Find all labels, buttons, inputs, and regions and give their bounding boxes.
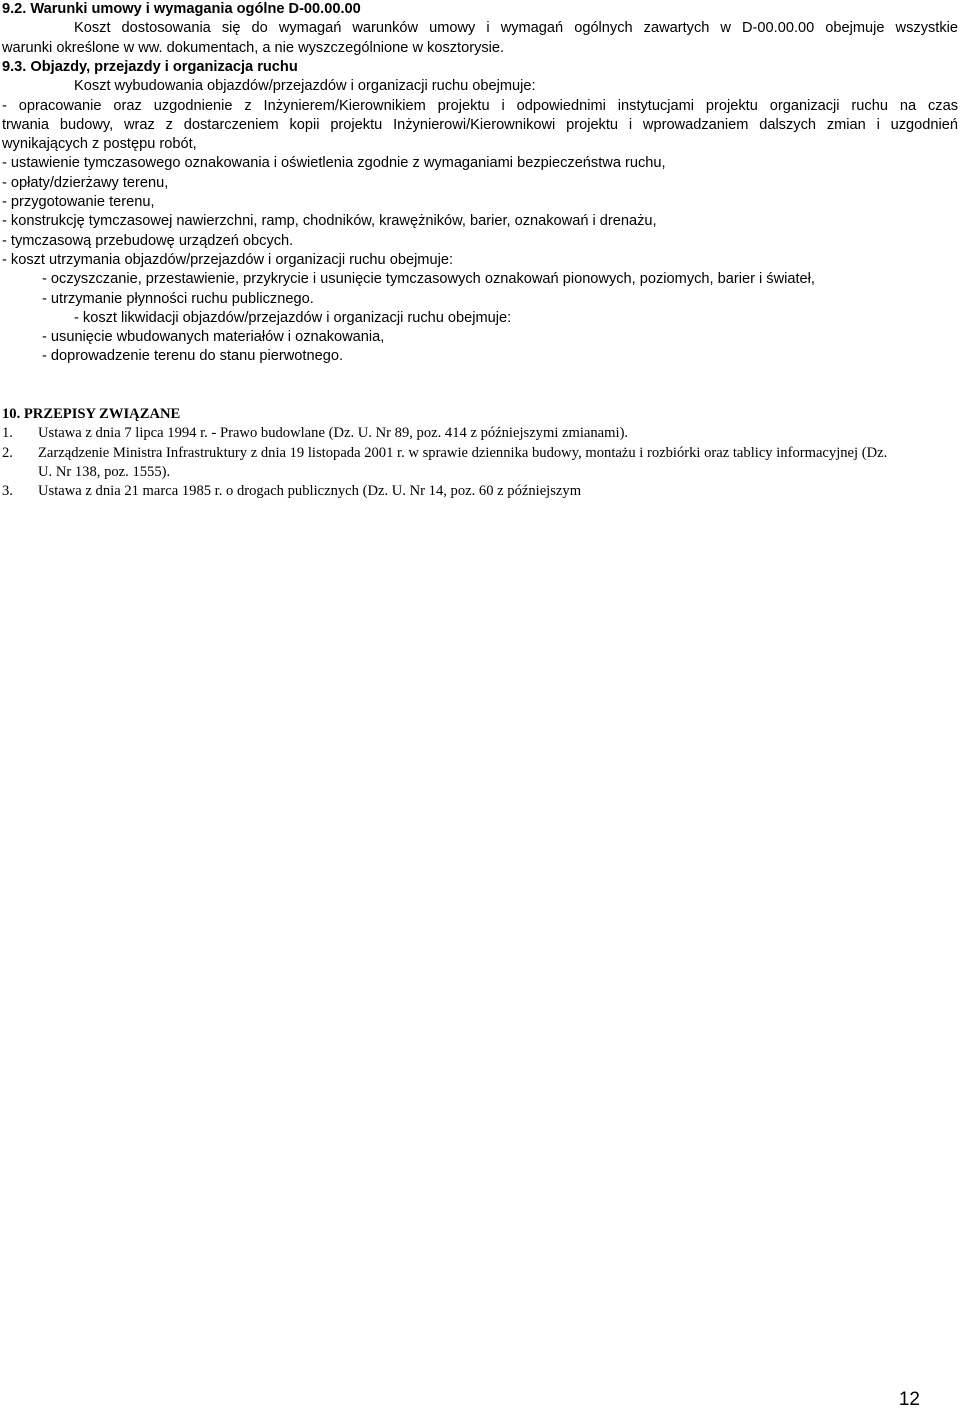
sub-list-item: - doprowadzenie terenu do stanu pierwotnego.	[42, 348, 343, 365]
list-item: - przygotowanie terenu,	[2, 194, 155, 211]
item-number: 3.	[2, 483, 13, 500]
item-text: Zarządzenie Ministra Infrastruktury z dnia 19 listopada 2001 r. w sprawie dziennika budowy, montażu i rozbiórki oraz tablicy informacyjnej (Dz. U. Nr 138, poz. 1555).	[38, 444, 888, 480]
section-9-3	[2, 58, 958, 367]
paragraph-line: warunki określone w ww. dokumentach, a nie wyszczególnione w kosztorysie.	[2, 39, 505, 56]
list-item: trwania budowy, wraz z dostarczeniem kopii projektu Inżynierowi/Kierownikowi projektu i wprowadzaniem dalszych zmian i uzgodnień	[2, 116, 958, 133]
list-item: wynikających z postępu robót,	[2, 136, 197, 153]
list-item: - ustawienie tymczasowego oznakowania i oświetlenia zgodnie z wymaganiami bezpieczeństwa ruchu,	[2, 155, 666, 172]
section-heading: 9.3. Objazdy, przejazdy i organizacja ruchu	[2, 59, 298, 75]
section-10	[2, 405, 958, 501]
section-heading: 9.2. Warunki umowy i wymagania ogólne D-00.00.00	[2, 1, 361, 17]
regulation-item	[2, 444, 958, 483]
regulation-item	[2, 482, 958, 501]
paragraph-line: Koszt wybudowania objazdów/przejazdów i organizacji ruchu obejmuje:	[74, 78, 536, 95]
list-item: - tymczasową przebudowę urządzeń obcych.	[2, 232, 294, 249]
section-9-2	[2, 0, 958, 58]
list-item: - konstrukcję tymczasowej nawierzchni, ramp, chodników, krawężników, barier, oznakowań i drenażu,	[2, 213, 657, 230]
item-text: Ustawa z dnia 21 marca 1985 r. o drogach publicznych (Dz. U. Nr 14, poz. 60 z późniejszym	[38, 483, 582, 500]
page-number: 12	[898, 1389, 920, 1410]
regulation-item	[2, 424, 958, 443]
section-heading: 10. PRZEPISY ZWIĄZANE	[2, 406, 181, 422]
list-item: - koszt likwidacji objazdów/przejazdów i organizacji ruchu obejmuje:	[74, 309, 512, 326]
paragraph-line: Koszt dostosowania się do wymagań warunków umowy i wymagań ogólnych zawartych w D-00.00.00 obejmuje wszystkie	[74, 20, 958, 37]
sub-list-item: - oczyszczanie, przestawienie, przykrycie i usunięcie tymczasowych oznakowań pionowych, poziomych, barier i świateł,	[42, 271, 815, 288]
item-text: Ustawa z dnia 7 lipca 1994 r. - Prawo budowlane (Dz. U. Nr 89, poz. 414 z późniejszymi zmianami).	[38, 425, 629, 442]
list-item: - opłaty/dzierżawy terenu,	[2, 174, 169, 191]
list-item: - koszt utrzymania objazdów/przejazdów i organizacji ruchu obejmuje:	[2, 251, 453, 268]
sub-list-item: - utrzymanie płynności ruchu publicznego.	[42, 290, 314, 307]
item-number: 1.	[2, 425, 13, 442]
sub-list-item: - usunięcie wbudowanych materiałów i oznakowania,	[42, 329, 385, 346]
list-item: - opracowanie oraz uzgodnienie z Inżynierem/Kierownikiem projektu i odpowiednimi instytucjami projektu organizacji ruchu na czas	[2, 97, 958, 114]
item-number: 2.	[2, 444, 13, 461]
